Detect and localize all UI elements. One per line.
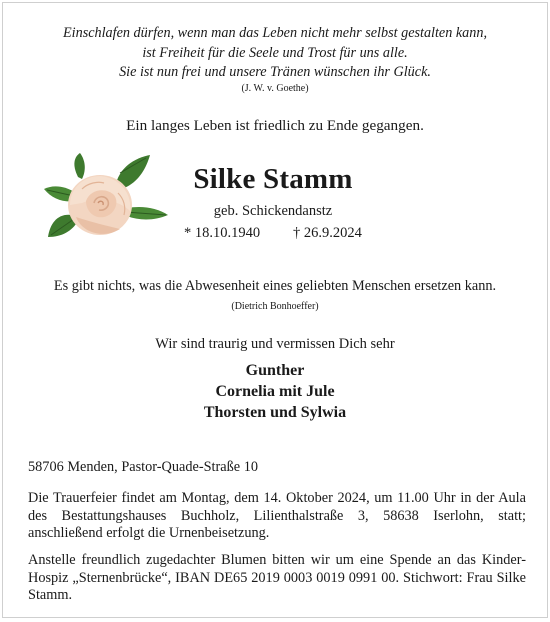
deceased-name: Silke Stamm [193, 163, 353, 195]
mourners-list [3, 360, 547, 423]
poem-line: Einschlafen dürfen, wenn man das Leben nicht mehr selbst gestalten kann, [63, 25, 487, 41]
mourner-name: Gunther [245, 362, 305, 379]
poem-author: (J. W. v. Goethe) [241, 83, 309, 94]
funeral-details: Die Trauerfeier findet am Montag, dem 14. Oktober 2024, um 11.00 Uhr in der Aula des Bestattungshauses Buchholz, Lilienthalstraße 3, 58638 Iserlohn, statt; anschließend erfolgt die Urnenbeisetzung. [28, 490, 526, 541]
intro-sentence: Ein langes Leben ist friedlich zu Ende gegangen. [126, 117, 424, 134]
quote-author: (Dietrich Bonhoeffer) [231, 301, 319, 312]
family-address: 58706 Menden, Pastor-Quade-Straße 10 [28, 459, 258, 475]
donation-request: Anstelle freundlich zugedachter Blumen bitten wir um eine Spende an das Kinder-Hospiz „Sternenbrücke“, IBAN DE65 2019 0003 0019 0991 00. Stichwort: Frau Silke Stamm. [28, 552, 526, 603]
obituary-notice [2, 2, 548, 618]
mourner-name: Cornelia mit Jule [215, 383, 335, 400]
poem-line: ist Freiheit für die Seele und Trost für uns alle. [142, 44, 408, 61]
birth-date: * 18.10.1940 [184, 225, 261, 241]
bonhoeffer-quote: Es gibt nichts, was die Abwesenheit eines geliebten Menschen ersetzen kann. [53, 278, 497, 294]
mourning-line: Wir sind traurig und vermissen Dich sehr [155, 336, 395, 352]
poem-line: Sie ist nun frei und unsere Tränen wünschen ihr Glück. [119, 64, 431, 80]
maiden-name: geb. Schickendanstz [213, 203, 333, 219]
goethe-poem [3, 24, 547, 83]
mourner-name: Thorsten und Sylwia [203, 404, 347, 421]
death-date: † 26.9.2024 [293, 225, 362, 241]
